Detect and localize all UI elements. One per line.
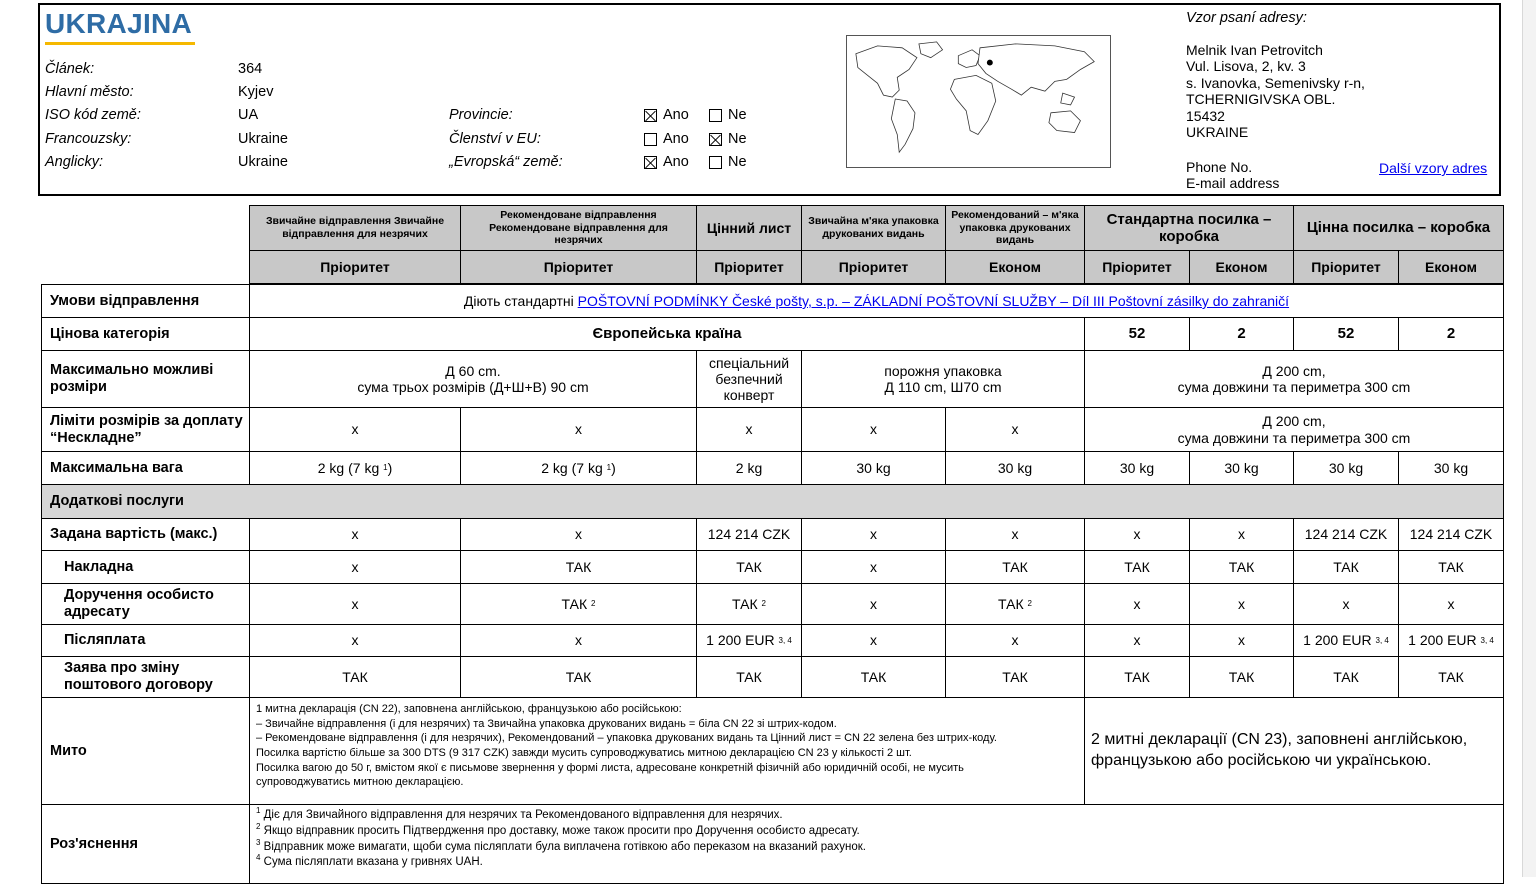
more-addresses-link[interactable]: Další vzory adres	[1379, 160, 1488, 176]
price-category-value: 2	[1398, 317, 1504, 351]
invoice-cell: ТАК	[1084, 550, 1190, 584]
checked-box-icon	[709, 133, 722, 146]
sub-economy-header: Економ	[945, 250, 1085, 284]
country-header	[38, 3, 1501, 196]
note-line: $^1$ Діє для Звичайного відправлення для незрячих та Рекомендованого відправлення для незрячих.	[256, 806, 783, 821]
max-dims-valuable: спеціальний безпечний конверт	[696, 350, 802, 408]
price-category-value: 2	[1189, 317, 1294, 351]
empty-box-icon	[644, 133, 657, 146]
value-english: Ukraine	[238, 154, 288, 170]
max-dims-print: порожня упаковка Д 110 cm, Ш70 cm	[801, 350, 1085, 408]
personal-cell: x	[801, 583, 946, 625]
label-capital: Hlavní město:	[45, 84, 134, 100]
row-label-cod: Післяплата	[41, 624, 250, 657]
row-label-notes: Роз'яснення	[41, 804, 250, 884]
row-label-price-category: Цінова категорія	[41, 317, 250, 351]
change-cell: ТАК	[696, 656, 802, 698]
price-category-value: 52	[1293, 317, 1399, 351]
address-line: UKRAINE	[1186, 124, 1249, 140]
cod-cell: x	[460, 624, 697, 657]
customs-letters-text: 1 митна декларація (CN 22), заповнена англійською, французькою або російською: – Звичайне відправлення (і для незрячих) та Звичайна упаковка друкованих видань = біла CN 22 зі штрих-кодом. – Рекомендоване відправлення (і для незрячих), Рекомендований – упаковка друкованих видань та Цінний лист = CN 22 зелена без штрих-коду. Посилка вартістю більше за 300 DTS (9 317 CZK) завжди мусить супроводжуватись митною декларацією CN 23 у кількості 2 шт. Посилка вагою до 50 г, вмістом якої є письмове звернення у формі листа, адресоване конкретній фізичній або юридичній особі, не мусить супроводжуватись митною декларацією.	[249, 697, 1085, 805]
eu-ne-checkbox[interactable]: Ne	[709, 131, 747, 147]
postal-conditions-link[interactable]: POŠTOVNÍ PODMÍNKY České pošty, s.p. – ZÁKLADNÍ POŠTOVNÍ SLUŽBY – Díl III Poštovní zásilky do zahraničí	[577, 292, 1290, 309]
empty-box-icon	[709, 109, 722, 122]
declared-cell: x	[1189, 518, 1294, 551]
country-marker-icon	[987, 60, 993, 66]
row-label-conditions: Умови відправлення	[41, 284, 250, 318]
change-cell: ТАК	[249, 656, 461, 698]
invoice-cell: ТАК	[945, 550, 1085, 584]
row-label-contract-change: Заява про зміну поштового договору	[41, 656, 250, 698]
european-ne-checkbox[interactable]: Ne	[709, 154, 747, 170]
address-sample-title: Vzor psaní adresy:	[1186, 10, 1307, 26]
col-registered-print-header: Рекомендований – м'яка упаковка друкованих видань	[945, 205, 1085, 251]
row-label-invoice: Накладна	[41, 550, 250, 584]
weight-cell: 30 kg	[1189, 451, 1294, 485]
price-category-value: 52	[1084, 317, 1190, 351]
invoice-cell: ТАК	[696, 550, 802, 584]
col-registered-header: Рекомендоване відправлення Рекомендоване відправлення для незрячих	[460, 205, 697, 251]
cod-cell: x	[249, 624, 461, 657]
cod-cell: 1 200 EUR 3, 4	[1398, 624, 1504, 657]
checked-box-icon	[644, 109, 657, 122]
title-underline	[45, 42, 195, 45]
max-dims-parcel: Д 200 cm, сума довжини та периметра 300 cm	[1084, 350, 1504, 408]
value-article: 364	[238, 61, 263, 77]
weight-cell: 30 kg	[1398, 451, 1504, 485]
sub-priority-header: Пріоритет	[460, 250, 697, 284]
cod-cell: 1 200 EUR 3, 4	[696, 624, 802, 657]
bulky-cell: x	[696, 407, 802, 452]
bulky-parcel: Д 200 cm, сума довжини та периметра 300 cm	[1084, 407, 1504, 452]
european-ano-checkbox[interactable]: Ano	[644, 154, 689, 170]
country-title: UKRAJINA	[45, 8, 193, 39]
sub-priority-header: Пріоритет	[801, 250, 946, 284]
address-line: 15432	[1186, 108, 1225, 124]
value-capital: Kyjev	[238, 84, 274, 100]
cod-cell: x	[1084, 624, 1190, 657]
change-cell: ТАК	[1189, 656, 1294, 698]
province-ne-checkbox[interactable]: Ne	[709, 107, 747, 123]
declared-cell: x	[1084, 518, 1190, 551]
col-ordinary-header: Звичайне відправлення Звичайне відправлення для незрячих	[249, 205, 461, 251]
label-english: Anglicky:	[45, 154, 104, 170]
row-label-bulky: Ліміти розмірів за доплату “Нескладне”	[41, 407, 250, 452]
bulky-cell: x	[460, 407, 697, 452]
col-valuable-letter-header: Цінний лист	[696, 205, 802, 251]
weight-cell: 2 kg (7 kg 1 )	[249, 451, 461, 485]
world-map-icon	[847, 36, 1110, 167]
cod-cell: x	[945, 624, 1085, 657]
col-ordinary-print-header: Звичайна м'яка упаковка друкованих видань	[801, 205, 946, 251]
world-map-image	[846, 35, 1111, 168]
personal-cell: x	[1293, 583, 1399, 625]
email-line: E-mail address	[1186, 175, 1280, 191]
extra-services-header: Додаткові послуги	[41, 484, 1504, 519]
sub-economy-header: Економ	[1398, 250, 1504, 284]
label-eu: Členství v EU:	[449, 131, 541, 147]
address-line: Melnik Ivan Petrovitch	[1186, 42, 1323, 58]
max-dims-letters: Д 60 cm. сума трьох розмірів (Д+Ш+В) 90 cm	[249, 350, 697, 408]
note-line: $^4$ Сума післяплати вказана у гривнях UAH.	[256, 853, 483, 869]
personal-cell: ТАК 2	[460, 583, 697, 625]
change-cell: ТАК	[1398, 656, 1504, 698]
personal-cell: x	[1189, 583, 1294, 625]
conditions-cell: Діють стандартні POŠTOVNÍ PODMÍNKY České pošty, s.p. – ZÁKLADNÍ POŠTOVNÍ SLUŽBY – Díl III Poštovní zásilky do zahraničí	[249, 284, 1504, 318]
checked-box-icon	[644, 156, 657, 169]
address-line: TCHERNIGIVSKA OBL.	[1186, 91, 1336, 107]
weight-cell: 30 kg	[1084, 451, 1190, 485]
personal-cell: x	[1398, 583, 1504, 625]
change-cell: ТАК	[1293, 656, 1399, 698]
value-french: Ukraine	[238, 131, 288, 147]
invoice-cell: ТАК	[460, 550, 697, 584]
sub-priority-header: Пріоритет	[1084, 250, 1190, 284]
scrollbar-track[interactable]	[1522, 0, 1536, 877]
note-line: $^3$ Відправник може вимагати, щоби сума післяплати була виплачена готівкою або переказом на вказаний рахунок.	[256, 837, 866, 853]
sub-economy-header: Економ	[1189, 250, 1294, 284]
weight-cell: 30 kg	[945, 451, 1085, 485]
declared-cell: x	[945, 518, 1085, 551]
declared-cell: 124 214 CZK	[1398, 518, 1504, 551]
row-label-max-weight: Максимальна вага	[41, 451, 250, 485]
row-label-max-dimensions: Максимально можливі розміри	[41, 350, 250, 408]
province-ano-checkbox[interactable]: Ano	[644, 107, 689, 123]
declared-cell: 124 214 CZK	[1293, 518, 1399, 551]
change-cell: ТАК	[801, 656, 946, 698]
change-cell: ТАК	[460, 656, 697, 698]
customs-parcels-text: 2 митні декларації (CN 23), заповнені англійською, французькою або російською чи українською.	[1084, 697, 1504, 805]
notes-text	[249, 804, 1504, 884]
address-line: Vul. Lisova, 2, kv. 3	[1186, 58, 1306, 74]
declared-cell: 124 214 CZK	[696, 518, 802, 551]
personal-cell: x	[249, 583, 461, 625]
weight-cell: 30 kg	[1293, 451, 1399, 485]
weight-cell: 2 kg	[696, 451, 802, 485]
price-category-letters: Європейська країна	[249, 317, 1085, 351]
empty-box-icon	[709, 156, 722, 169]
invoice-cell: ТАК	[1293, 550, 1399, 584]
personal-cell: ТАК 2	[696, 583, 802, 625]
bulky-cell: x	[801, 407, 946, 452]
sub-priority-header: Пріоритет	[1293, 250, 1399, 284]
invoice-cell: x	[249, 550, 461, 584]
change-cell: ТАК	[945, 656, 1085, 698]
phone-line: Phone No.	[1186, 159, 1253, 175]
bulky-cell: x	[945, 407, 1085, 452]
personal-cell: x	[1084, 583, 1190, 625]
personal-cell: ТАК 2	[945, 583, 1085, 625]
label-european: „Evropská“ země:	[449, 154, 563, 170]
value-iso: UA	[238, 107, 259, 123]
col-valuable-parcel-header: Цінна посилка – коробка	[1293, 205, 1504, 251]
row-label-declared-value: Задана вартість (макс.)	[41, 518, 250, 551]
row-label-customs: Мито	[41, 697, 250, 805]
declared-cell: x	[801, 518, 946, 551]
cod-cell: x	[801, 624, 946, 657]
weight-cell: 30 kg	[801, 451, 946, 485]
invoice-cell: ТАК	[1189, 550, 1294, 584]
invoice-cell: x	[801, 550, 946, 584]
label-french: Francouzsky:	[45, 131, 132, 147]
col-standard-parcel-header: Стандартна посилка – коробка	[1084, 205, 1294, 251]
declared-cell: x	[460, 518, 697, 551]
sub-priority-header: Пріоритет	[249, 250, 461, 284]
declared-cell: x	[249, 518, 461, 551]
invoice-cell: ТАК	[1398, 550, 1504, 584]
label-article: Článek:	[45, 61, 95, 77]
label-province: Provincie:	[449, 107, 513, 123]
cod-cell: x	[1189, 624, 1294, 657]
address-line: s. Ivanovka, Semenivsky r-n,	[1186, 75, 1365, 91]
note-line: $^2$ Якщо відправник просить Підтвердження про доставку, може також просити про Доручення особисто адресату.	[256, 821, 860, 837]
weight-cell: 2 kg (7 kg 1 )	[460, 451, 697, 485]
row-label-personal-delivery: Доручення особисто адресату	[41, 583, 250, 625]
eu-ano-checkbox[interactable]: Ano	[644, 131, 689, 147]
bulky-cell: x	[249, 407, 461, 452]
sub-priority-header: Пріоритет	[696, 250, 802, 284]
change-cell: ТАК	[1084, 656, 1190, 698]
cod-cell: 1 200 EUR 3, 4	[1293, 624, 1399, 657]
label-iso: ISO kód země:	[45, 107, 141, 123]
